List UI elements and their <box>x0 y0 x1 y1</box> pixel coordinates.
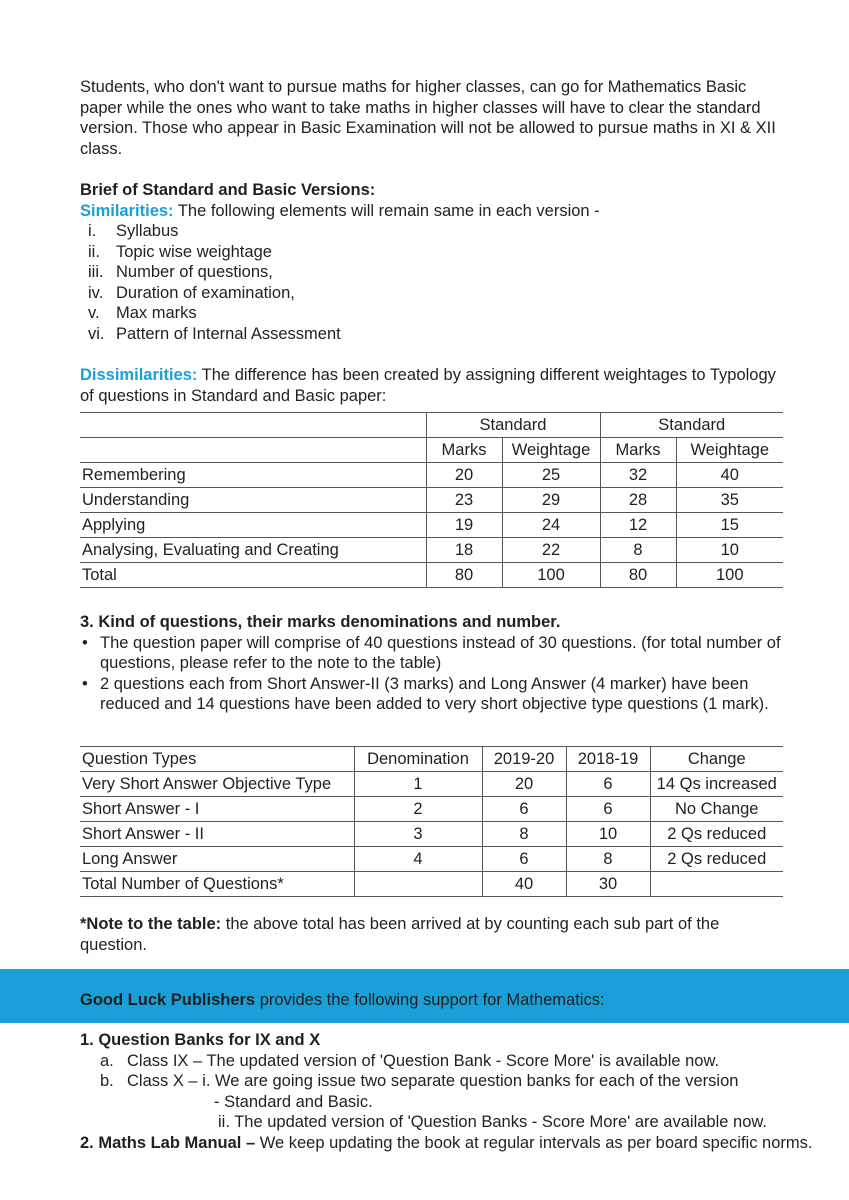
support-item-2-heading: 2. Maths Lab Manual – <box>80 1133 256 1152</box>
support-item-2 <box>80 1133 820 1154</box>
table-cell: Total <box>80 563 426 588</box>
list-item <box>88 303 785 324</box>
table-cell <box>80 413 426 438</box>
table-header: Weightage <box>502 438 600 463</box>
list-number: iii. <box>88 263 104 281</box>
table-subheader-row <box>80 438 783 463</box>
table-cell: Short Answer - II <box>80 822 354 847</box>
table-row <box>80 488 783 513</box>
table-row <box>80 847 783 872</box>
table-header-row <box>80 413 783 438</box>
list-number: a. <box>100 1051 114 1070</box>
banner-description: provides the following support for Mathematics: <box>255 991 605 1009</box>
support-item-2-text: We keep updating the book at regular intervals as per board specific norms. <box>255 1133 813 1152</box>
support-section <box>80 1030 820 1153</box>
table-cell <box>650 872 783 897</box>
list-text: Syllabus <box>116 222 179 240</box>
weightage-table <box>80 412 783 588</box>
table-cell: 20 <box>482 772 566 797</box>
brief-section <box>80 180 785 344</box>
section-3-bullets <box>80 633 785 715</box>
support-item-1b-ii: ii. The updated version of 'Question Banks - Score More' are available now. <box>218 1113 767 1131</box>
table-cell: 8 <box>566 847 650 872</box>
table-cell: 29 <box>502 488 600 513</box>
table-row <box>80 822 783 847</box>
table-cell: 19 <box>426 513 502 538</box>
table-cell: 3 <box>354 822 482 847</box>
table-row <box>80 538 783 563</box>
table-cell: Applying <box>80 513 426 538</box>
table-cell: 100 <box>502 563 600 588</box>
table-cell: 15 <box>676 513 783 538</box>
intro-paragraph: Students, who don't want to pursue maths for higher classes, can go for Mathematics Basic paper while the ones who want to take maths in higher classes will have to clear the standard version. Those who appear in Basic Examination will not be allowed to pursue maths in XI & XII class. <box>80 78 776 158</box>
table-cell: 24 <box>502 513 600 538</box>
table-cell: 80 <box>426 563 502 588</box>
table-cell: Analysing, Evaluating and Creating <box>80 538 426 563</box>
list-item: • 2 questions each from Short Answer-II (3 marks) and Long Answer (4 marker) have been reduced and 14 questions have been added to very short objective type questions (1 mark). <box>80 674 785 715</box>
dissimilarities-label: Dissimilarities: <box>80 366 198 384</box>
list-number: b. <box>100 1072 114 1090</box>
table-cell: 22 <box>502 538 600 563</box>
similarities-label: Similarities: <box>80 201 174 220</box>
list-item <box>100 1051 820 1072</box>
table-row <box>80 797 783 822</box>
table-header: Marks <box>426 438 502 463</box>
list-item <box>88 221 785 242</box>
list-number: iv. <box>88 283 104 302</box>
table-header-row <box>80 747 783 772</box>
table-header: 2018-19 <box>566 747 650 772</box>
table-group-header: Standard <box>600 413 783 438</box>
table-cell: 2 Qs reduced <box>650 822 783 847</box>
table-row <box>80 563 783 588</box>
brand-name: Good Luck Publishers <box>80 991 256 1009</box>
table-cell: 32 <box>600 463 676 488</box>
table-row <box>80 772 783 797</box>
table-header: Denomination <box>354 747 482 772</box>
table-cell: Total Number of Questions* <box>80 872 354 897</box>
table-cell: No Change <box>650 797 783 822</box>
list-item <box>88 324 785 345</box>
list-text: Class IX – The updated version of 'Question Bank - Score More' is available now. <box>127 1051 720 1070</box>
table-cell: 80 <box>600 563 676 588</box>
table-cell: 6 <box>566 797 650 822</box>
table-cell: Short Answer - I <box>80 797 354 822</box>
note-label: *Note to the table: <box>80 915 222 933</box>
similarities-text: The following elements will remain same in each version - <box>173 201 600 220</box>
table-cell: 28 <box>600 488 676 513</box>
table-header: 2019-20 <box>482 747 566 772</box>
table-cell: Understanding <box>80 488 426 513</box>
table-cell: 20 <box>426 463 502 488</box>
list-text: Topic wise weightage <box>116 242 272 261</box>
table-header: Marks <box>600 438 676 463</box>
table-header: Change <box>650 747 783 772</box>
table-cell: 8 <box>482 822 566 847</box>
list-text: Class X – i. We are going issue two separate question banks for each of the version <box>127 1072 739 1090</box>
table-cell <box>354 872 482 897</box>
table-cell: 35 <box>676 488 783 513</box>
banner-text <box>80 990 800 1011</box>
similarities-line <box>80 201 785 222</box>
section-3-heading: 3. Kind of questions, their marks denominations and number. <box>80 613 561 631</box>
table-cell: 6 <box>482 847 566 872</box>
note-text: the above total has been arrived at by counting each sub part of the question. <box>80 915 720 954</box>
list-text: Duration of examination, <box>116 283 295 302</box>
question-types-table-wrap <box>80 746 785 897</box>
dissimilarities-text: The difference has been created by assigning different weightages to Typology of questions in Standard and Basic paper: <box>80 366 776 405</box>
support-item-1-heading: 1. Question Banks for IX and X <box>80 1031 321 1049</box>
similarities-list <box>80 221 785 344</box>
table-cell: 14 Qs increased <box>650 772 783 797</box>
table-row <box>80 513 783 538</box>
list-item <box>88 242 785 263</box>
list-number: ii. <box>88 242 100 261</box>
table-group-header: Standard <box>426 413 600 438</box>
table-cell: 30 <box>566 872 650 897</box>
table-cell: Long Answer <box>80 847 354 872</box>
dissimilarities-paragraph <box>80 365 785 406</box>
table-cell: 8 <box>600 538 676 563</box>
section-3 <box>80 612 785 715</box>
table-cell: 10 <box>566 822 650 847</box>
table-cell: 1 <box>354 772 482 797</box>
table-note <box>80 914 785 955</box>
list-number: v. <box>88 304 100 322</box>
support-item-1-list <box>80 1051 820 1092</box>
table-header: Question Types <box>80 747 354 772</box>
table-header: Weightage <box>676 438 783 463</box>
table-cell: 2 Qs reduced <box>650 847 783 872</box>
list-item <box>88 262 785 283</box>
table-cell: 40 <box>676 463 783 488</box>
support-item-1b-continuation: - Standard and Basic. <box>214 1092 373 1111</box>
question-types-table <box>80 746 783 897</box>
table-row <box>80 872 783 897</box>
table-cell: 12 <box>600 513 676 538</box>
table-cell: 23 <box>426 488 502 513</box>
table-row <box>80 463 783 488</box>
list-text: Max marks <box>116 304 197 322</box>
table-cell: 4 <box>354 847 482 872</box>
brief-heading: Brief of Standard and Basic Versions: <box>80 181 376 199</box>
list-item <box>88 283 785 304</box>
table-cell: 2 <box>354 797 482 822</box>
list-text: Pattern of Internal Assessment <box>116 324 341 343</box>
table-cell: 25 <box>502 463 600 488</box>
table-cell: 18 <box>426 538 502 563</box>
list-item: • The question paper will comprise of 40 questions instead of 30 questions. (for total number of questions, please refer to the note to the table) <box>80 633 785 674</box>
table-cell: 40 <box>482 872 566 897</box>
weightage-table-wrap <box>80 412 785 588</box>
table-cell: Very Short Answer Objective Type <box>80 772 354 797</box>
table-cell: 6 <box>566 772 650 797</box>
list-text: Number of questions, <box>116 263 273 281</box>
table-cell: 10 <box>676 538 783 563</box>
table-cell <box>80 438 426 463</box>
table-cell: Remembering <box>80 463 426 488</box>
table-cell: 6 <box>482 797 566 822</box>
list-number: i. <box>88 222 97 240</box>
list-number: vi. <box>88 324 105 343</box>
list-item <box>100 1071 820 1092</box>
table-cell: 100 <box>676 563 783 588</box>
